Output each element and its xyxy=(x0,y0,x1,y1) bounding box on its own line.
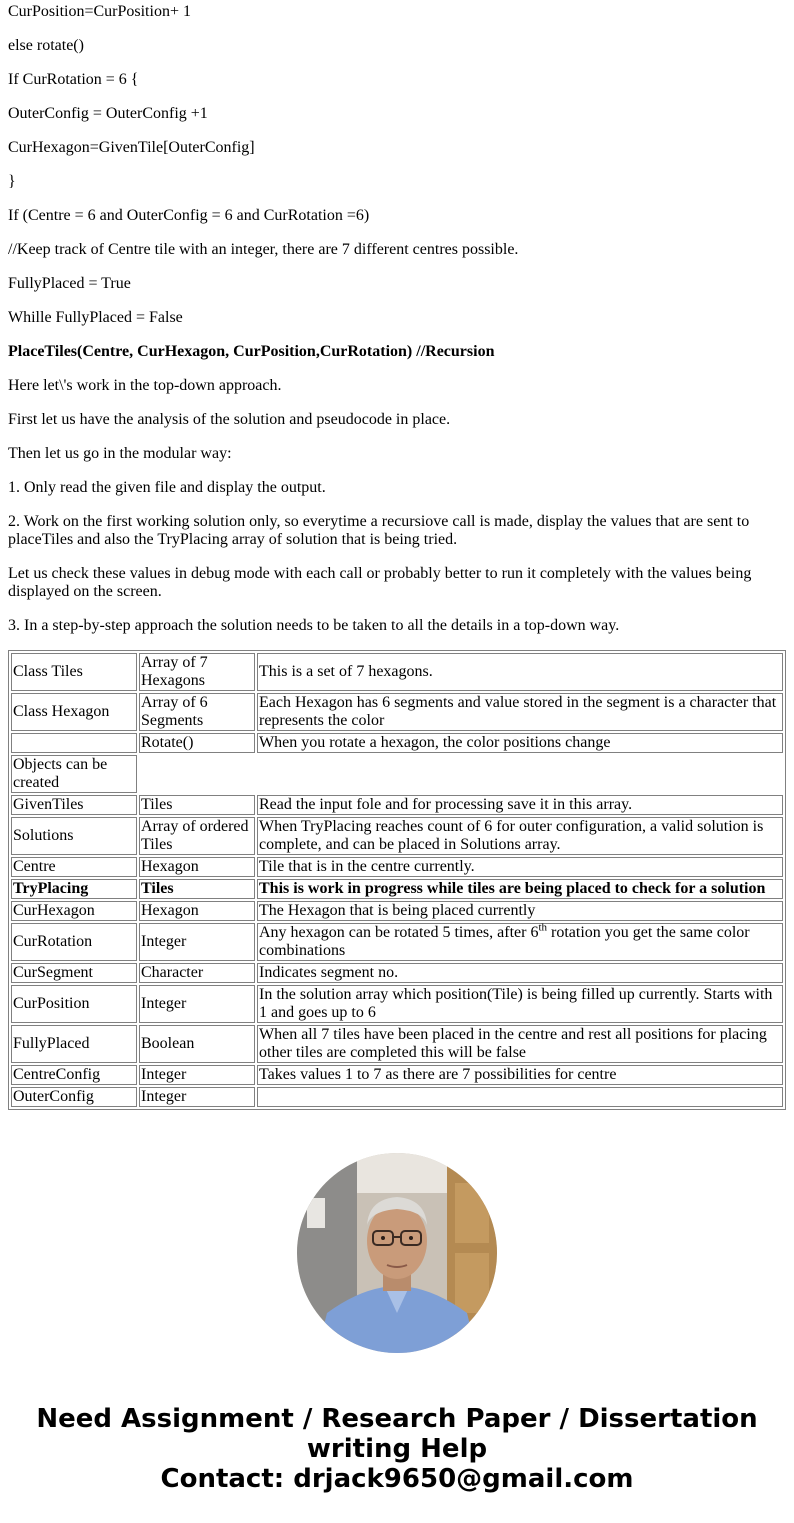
cell-name xyxy=(11,733,137,753)
help-contact-banner xyxy=(0,1404,794,1494)
author-photo-icon xyxy=(297,1153,497,1353)
table-row xyxy=(11,923,783,961)
cell-name: Objects can be created xyxy=(11,755,137,793)
description-text: rotation you get the same color combinations xyxy=(259,924,750,959)
paragraph: //Keep track of Centre tile with an integer, there are 7 different centres possible. xyxy=(8,241,519,258)
paragraph: Here let\'s work in the top-down approach. xyxy=(8,377,282,394)
cell-type: Hexagon xyxy=(139,857,255,877)
cell-name: TryPlacing xyxy=(11,879,137,899)
cell-type: Boolean xyxy=(139,1025,255,1063)
cell-name: Class Tiles xyxy=(11,653,137,691)
cell-type: Character xyxy=(139,963,255,983)
paragraph: 1. Only read the given file and display the output. xyxy=(8,479,326,496)
cell-description: This is a set of 7 hexagons. xyxy=(257,653,783,691)
cell-type: Integer xyxy=(139,1065,255,1085)
cell-name: Solutions xyxy=(11,817,137,855)
paragraph: Whille FullyPlaced = False xyxy=(8,309,183,326)
cell-empty xyxy=(139,755,783,793)
banner-line-2: writing Help xyxy=(306,1434,488,1464)
paragraph: OuterConfig = OuterConfig +1 xyxy=(8,105,208,122)
paragraph: 2. Work on the first working solution only, so everytime a recursiove call is made, display the values that are sent to placeTiles and also the TryPlacing array of solution that is being tried. xyxy=(8,513,750,548)
cell-type: Array of 7 Hexagons xyxy=(139,653,255,691)
cell-description: When you rotate a hexagon, the color positions change xyxy=(257,733,783,753)
cell-type: Rotate() xyxy=(139,733,255,753)
table-row xyxy=(11,1025,783,1063)
paragraph-list xyxy=(8,3,786,635)
description-text: Any hexagon can be rotated 5 times, after 6 xyxy=(259,924,539,941)
table-row xyxy=(11,653,783,691)
cell-name: CurRotation xyxy=(11,923,137,961)
paragraph: } xyxy=(8,173,16,190)
cell-name: OuterConfig xyxy=(11,1087,137,1107)
cell-description: Tile that is in the centre currently. xyxy=(257,857,783,877)
table-row xyxy=(11,879,783,899)
paragraph: Then let us go in the modular way: xyxy=(8,445,232,462)
cell-type: Tiles xyxy=(139,879,255,899)
paragraph: FullyPlaced = True xyxy=(8,275,131,292)
cell-description: When all 7 tiles have been placed in the centre and rest all positions for placing other tiles are completed this will be false xyxy=(257,1025,783,1063)
cell-type: Array of ordered Tiles xyxy=(139,817,255,855)
table-row xyxy=(11,985,783,1023)
table-row xyxy=(11,963,783,983)
paragraph: CurPosition=CurPosition+ 1 xyxy=(8,3,191,20)
paragraph: If CurRotation = 6 { xyxy=(8,71,139,88)
table-row xyxy=(11,795,783,815)
cell-name: FullyPlaced xyxy=(11,1025,137,1063)
cell-type: Tiles xyxy=(139,795,255,815)
table-row xyxy=(11,1065,783,1085)
table-row xyxy=(11,755,783,793)
paragraph: 3. In a step-by-step approach the solution needs to be taken to all the details in a top-down way. xyxy=(8,617,620,634)
table-row xyxy=(11,733,783,753)
paragraph: If (Centre = 6 and OuterConfig = 6 and CurRotation =6) xyxy=(8,207,370,224)
paragraph: First let us have the analysis of the solution and pseudocode in place. xyxy=(8,411,451,428)
cell-name: CurPosition xyxy=(11,985,137,1023)
paragraph: CurHexagon=GivenTile[OuterConfig] xyxy=(8,139,255,156)
table-row xyxy=(11,817,783,855)
table-row xyxy=(11,1087,783,1107)
cell-type: Integer xyxy=(139,985,255,1023)
cell-description: The Hexagon that is being placed currently xyxy=(257,901,783,921)
cell-type: Array of 6 Segments xyxy=(139,693,255,731)
paragraph: PlaceTiles(Centre, CurHexagon, CurPosition,CurRotation) //Recursion xyxy=(8,343,495,360)
table-row xyxy=(11,857,783,877)
paragraph: Let us check these values in debug mode with each call or probably better to run it completely with the values being displayed on the screen. xyxy=(8,565,752,600)
cell-description xyxy=(257,923,783,961)
cell-description: Read the input fole and for processing save it in this array. xyxy=(257,795,783,815)
cell-type: Integer xyxy=(139,1087,255,1107)
banner-line-1: Need Assignment / Research Paper / Dissertation xyxy=(36,1404,758,1434)
cell-type: Hexagon xyxy=(139,901,255,921)
paragraph: else rotate() xyxy=(8,37,84,54)
cell-type: Integer xyxy=(139,923,255,961)
cell-name: Centre xyxy=(11,857,137,877)
cell-description: Each Hexagon has 6 segments and value stored in the segment is a character that represents the color xyxy=(257,693,783,731)
cell-description: Takes values 1 to 7 as there are 7 possibilities for centre xyxy=(257,1065,783,1085)
variables-table xyxy=(8,650,786,1110)
cell-name: Class Hexagon xyxy=(11,693,137,731)
cell-name: CurHexagon xyxy=(11,901,137,921)
cell-description xyxy=(257,1087,783,1107)
cell-name: GivenTiles xyxy=(11,795,137,815)
table-row xyxy=(11,901,783,921)
cell-name: CentreConfig xyxy=(11,1065,137,1085)
table-row xyxy=(11,693,783,731)
cell-name: CurSegment xyxy=(11,963,137,983)
article-body xyxy=(8,3,786,1110)
cell-description: This is work in progress while tiles are being placed to check for a solution xyxy=(257,879,783,899)
cell-description: Indicates segment no. xyxy=(257,963,783,983)
ordinal-suffix: th xyxy=(538,921,548,934)
cell-description: In the solution array which position(Tile) is being filled up currently. Starts with 1 and goes up to 6 xyxy=(257,985,783,1023)
banner-contact-email: Contact: drjack9650@gmail.com xyxy=(160,1464,634,1494)
cell-description: When TryPlacing reaches count of 6 for outer configuration, a valid solution is complete, and can be placed in Solutions array. xyxy=(257,817,783,855)
